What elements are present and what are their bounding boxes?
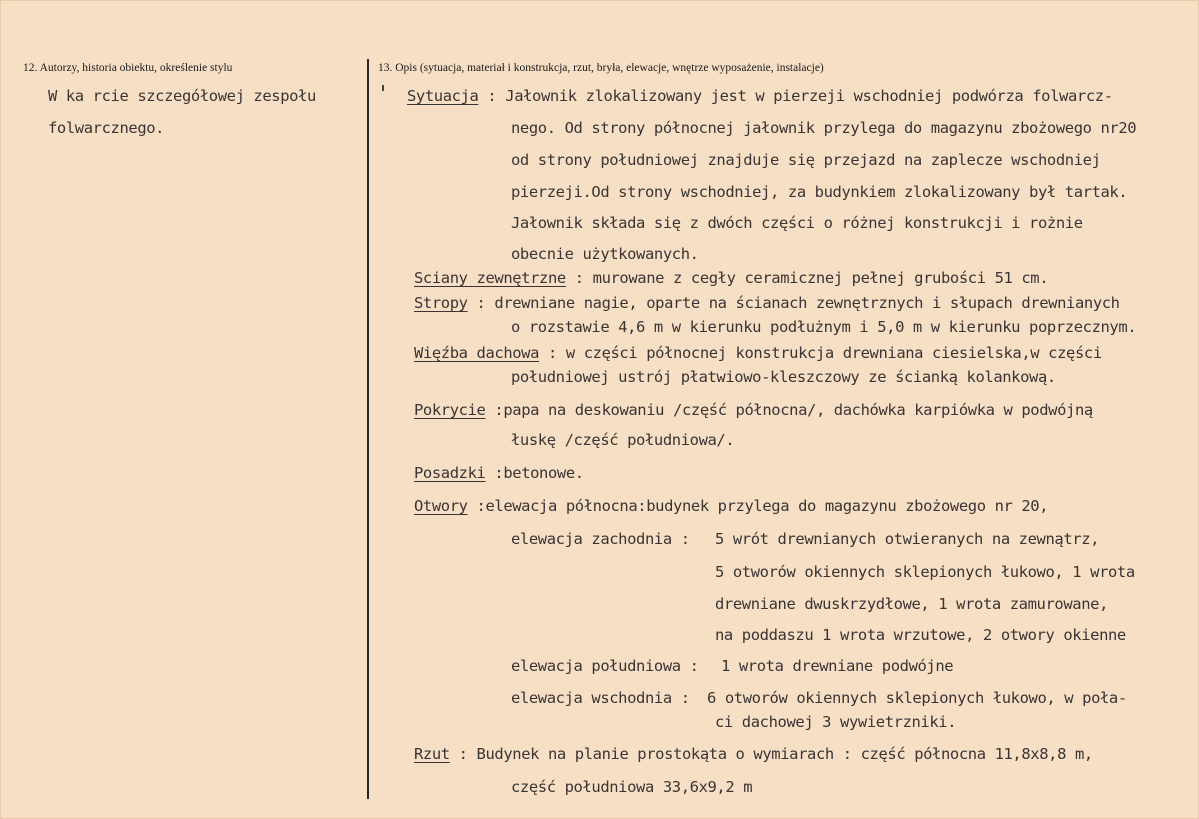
elewacja-zachodnia-label: elewacja zachodnia :	[511, 530, 690, 548]
elewacja-wschodnia-line-1: 6 otworów okiennych sklepionych łukowo, w poła-	[707, 689, 1127, 707]
posadzki-line	[414, 464, 584, 482]
sytuacja-text: : Jałownik zlokalizowany jest w pierzeji wschodniej podwórza folwarcz-	[478, 87, 1113, 105]
sytuacja-line-2: nego. Od strony północnej jałownik przylega do magazynu zbożowego nr20	[511, 119, 1137, 137]
stropy-text: : drewniane nagie, oparte na ścianach zewnętrznych i słupach drewnianych	[467, 294, 1120, 312]
rzut-line-1	[414, 745, 1093, 763]
stropy-line-1	[414, 294, 1120, 312]
wiezba-text: : w części północnej konstrukcja drewniana ciesielska,w części	[539, 344, 1102, 362]
sytuacja-line-3: od strony południowej znajduje się przejazd na zaplecze wschodniej	[511, 151, 1101, 169]
pokrycie-label: Pokrycie	[414, 401, 486, 419]
rzut-label: Rzut	[414, 745, 450, 763]
pokrycie-text: :papa na deskowaniu /część północna/, dachówka karpiówka w podwójną	[485, 401, 1093, 419]
sciany-line	[414, 269, 1048, 287]
column-divider	[367, 59, 369, 799]
elewacja-zachodnia-line-1: 5 wrót drewnianych otwieranych na zewnątrz,	[715, 530, 1100, 548]
elewacja-wschodnia-label: elewacja wschodnia :	[511, 689, 690, 707]
otwory-label: Otwory	[414, 497, 468, 515]
wiezba-label: Więźba dachowa	[414, 344, 540, 362]
otwory-line-1	[414, 497, 1048, 515]
otwory-text: :elewacja północna:budynek przylega do magazynu zbożowego nr 20,	[467, 497, 1049, 515]
pokrycie-line-2: łuskę /część południowa/.	[511, 431, 735, 449]
elewacja-wschodnia-line-2: ci dachowej 3 wywietrzniki.	[715, 713, 957, 731]
sytuacja-label: Sytuacja	[407, 87, 479, 105]
elewacja-zachodnia-line-2: 5 otworów okiennych sklepionych łukowo, 1 wrota	[715, 563, 1135, 581]
posadzki-label: Posadzki	[414, 464, 486, 482]
rzut-line-2: część południowa 33,6x9,2 m	[511, 778, 753, 796]
sytuacja-line-1	[407, 87, 1113, 105]
elewacja-zachodnia-line-3: drewniane dwuskrzydłowe, 1 wrota zamurowane,	[715, 595, 1108, 613]
elewacja-zachodnia-line-4: na poddaszu 1 wrota wrzutowe, 2 otwory okienne	[715, 626, 1126, 644]
elewacja-poludniowa-text: 1 wrota drewniane podwójne	[721, 657, 954, 675]
elewacja-poludniowa-label: elewacja południowa :	[511, 657, 699, 675]
posadzki-text: :betonowe.	[485, 464, 584, 482]
stropy-label: Stropy	[414, 294, 468, 312]
box13-heading: 13. Opis (sytuacja, materiał i konstrukcja, rzut, bryła, elewacje, wnętrze wyposażenie, instalacje)	[378, 62, 824, 74]
box12-heading: 12. Autorzy, historia obiektu, określenie stylu	[23, 62, 233, 74]
pokrycie-line-1	[414, 401, 1093, 419]
tick-mark	[382, 85, 384, 91]
wiezba-line-2: południowej ustrój płatwiowo-kleszczowy ze ścianką kolankową.	[511, 368, 1056, 386]
sytuacja-line-4: pierzeji.Od strony wschodniej, za budynkiem zlokalizowany był tartak.	[511, 183, 1128, 201]
sytuacja-line-5: Jałownik składa się z dwóch części o różnej konstrukcji i rożnie	[511, 214, 1083, 232]
box12-line-2: folwarcznego.	[48, 119, 165, 137]
sciany-text: : murowane z cegły ceramicznej pełnej grubości 51 cm.	[565, 269, 1049, 287]
stropy-line-2: o rozstawie 4,6 m w kierunku podłużnym i 5,0 m w kierunku poprzecznym.	[511, 318, 1137, 336]
sciany-label: Sciany zewnętrzne	[414, 269, 566, 287]
wiezba-line-1	[414, 344, 1102, 362]
box12-line-1: W ka rcie szczegółowej zespołu	[48, 87, 316, 105]
rzut-text: : Budynek na planie prostokąta o wymiarach : część północna 11,8x8,8 m,	[449, 745, 1093, 763]
sytuacja-line-6: obecnie użytkowanych.	[511, 245, 699, 263]
